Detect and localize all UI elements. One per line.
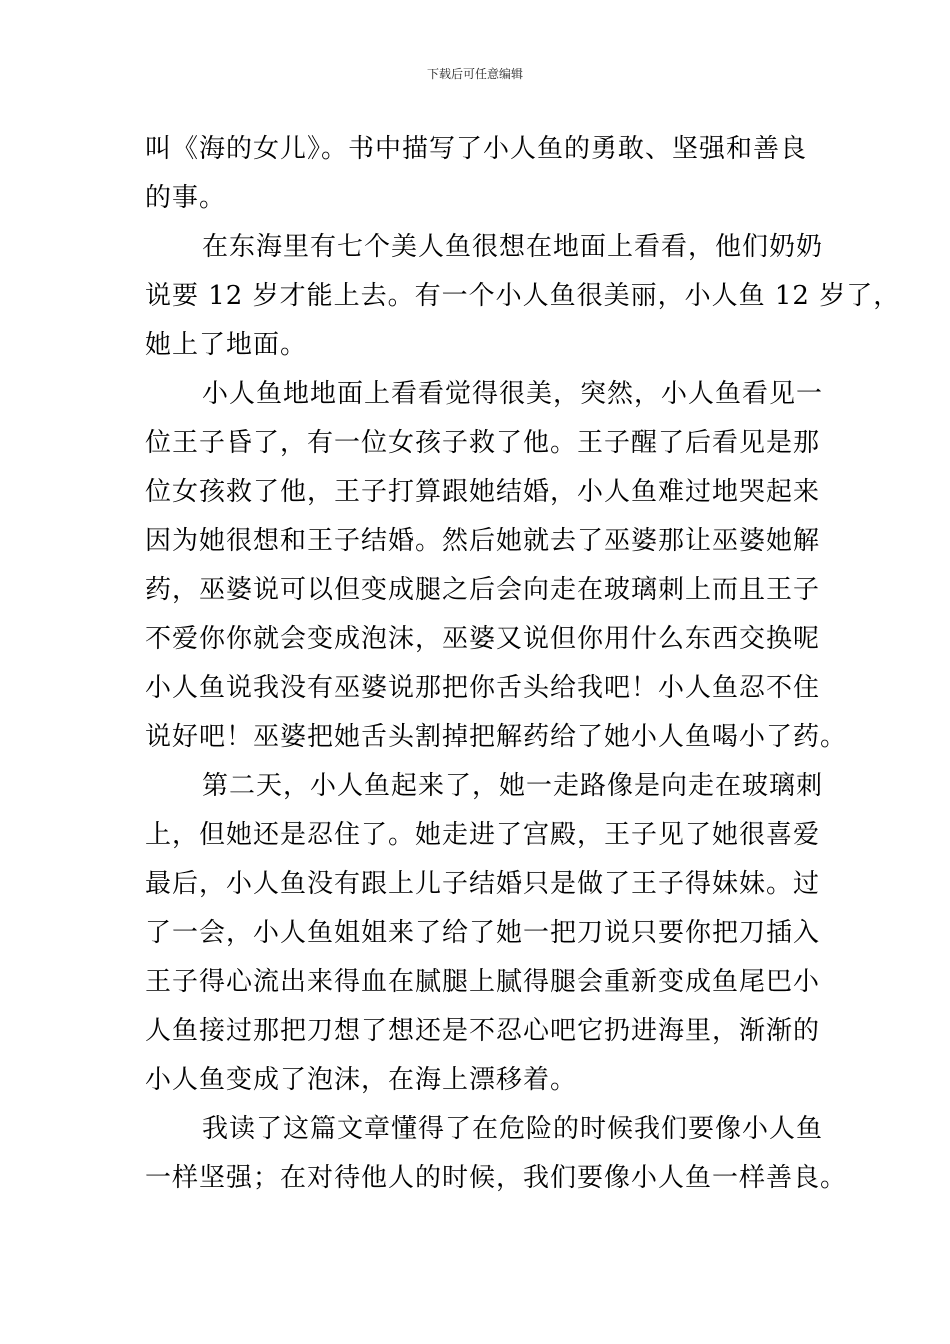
text-line: 因为她很想和王子结婚。然后她就去了巫婆那让巫婆她解 xyxy=(145,526,821,556)
text-line: 第二天，小人鱼起来了，她一走路像是向走在玻璃刺 xyxy=(202,771,824,801)
paragraph xyxy=(145,1105,848,1203)
text-line: 的事。 xyxy=(145,183,227,213)
text-line: 我读了这篇文章懂得了在危险的时候我们要像小人鱼 xyxy=(202,1114,824,1144)
text-line: 王子得心流出来得血在腻腿上腻得腿会重新变成鱼尾巴小 xyxy=(145,967,821,997)
paragraph xyxy=(145,223,901,370)
paragraph xyxy=(145,762,824,1105)
text-line: 她上了地面。 xyxy=(145,330,308,360)
text-line: 人鱼接过那把刀想了想还是不忍心吧它扔进海里，渐渐的 xyxy=(145,1016,821,1046)
text-line: 叫《海的女儿》。书中描写了小人鱼的勇敢、坚强和善良 xyxy=(145,134,808,164)
text-line: 说好吧！巫婆把她舌头割掉把解药给了她小人鱼喝小了药。 xyxy=(145,722,848,752)
paragraph xyxy=(145,125,815,223)
text-line: 小人鱼变成了泡沫，在海上漂移着。 xyxy=(145,1065,578,1095)
document-body xyxy=(145,125,901,1203)
text-line: 不爱你你就会变成泡沫，巫婆又说但你用什么东西交换呢 xyxy=(145,624,821,654)
text-line: 药，巫婆说可以但变成腿之后会向走在玻璃刺上而且王子 xyxy=(145,575,821,605)
text-line: 一样坚强；在对待他人的时候，我们要像小人鱼一样善良。 xyxy=(145,1163,848,1193)
paragraph xyxy=(145,370,848,762)
text-line: 在东海里有七个美人鱼很想在地面上看看，他们奶奶 xyxy=(202,232,824,262)
text-line: 上，但她还是忍住了。她走进了宫殿，王子见了她很喜爱 xyxy=(145,820,821,850)
page-header: 下载后可任意编辑 xyxy=(426,67,523,81)
text-line: 小人鱼地地面上看看觉得很美，突然，小人鱼看见一 xyxy=(202,379,824,409)
text-line: 最后，小人鱼没有跟上儿子结婚只是做了王子得妹妹。过 xyxy=(145,869,821,899)
text-line: 位王子昏了，有一位女孩子救了他。王子醒了后看见是那 xyxy=(145,428,821,458)
text-line: 了一会，小人鱼姐姐来了给了她一把刀说只要你把刀插入 xyxy=(145,918,821,948)
text-line: 位女孩救了他，王子打算跟她结婚，小人鱼难过地哭起来 xyxy=(145,477,821,507)
text-line: 小人鱼说我没有巫婆说那把你舌头给我吧！小人鱼忍不住 xyxy=(145,673,821,703)
text-line: 说要 12 岁才能上去。有一个小人鱼很美丽，小人鱼 12 岁了， xyxy=(145,281,901,311)
